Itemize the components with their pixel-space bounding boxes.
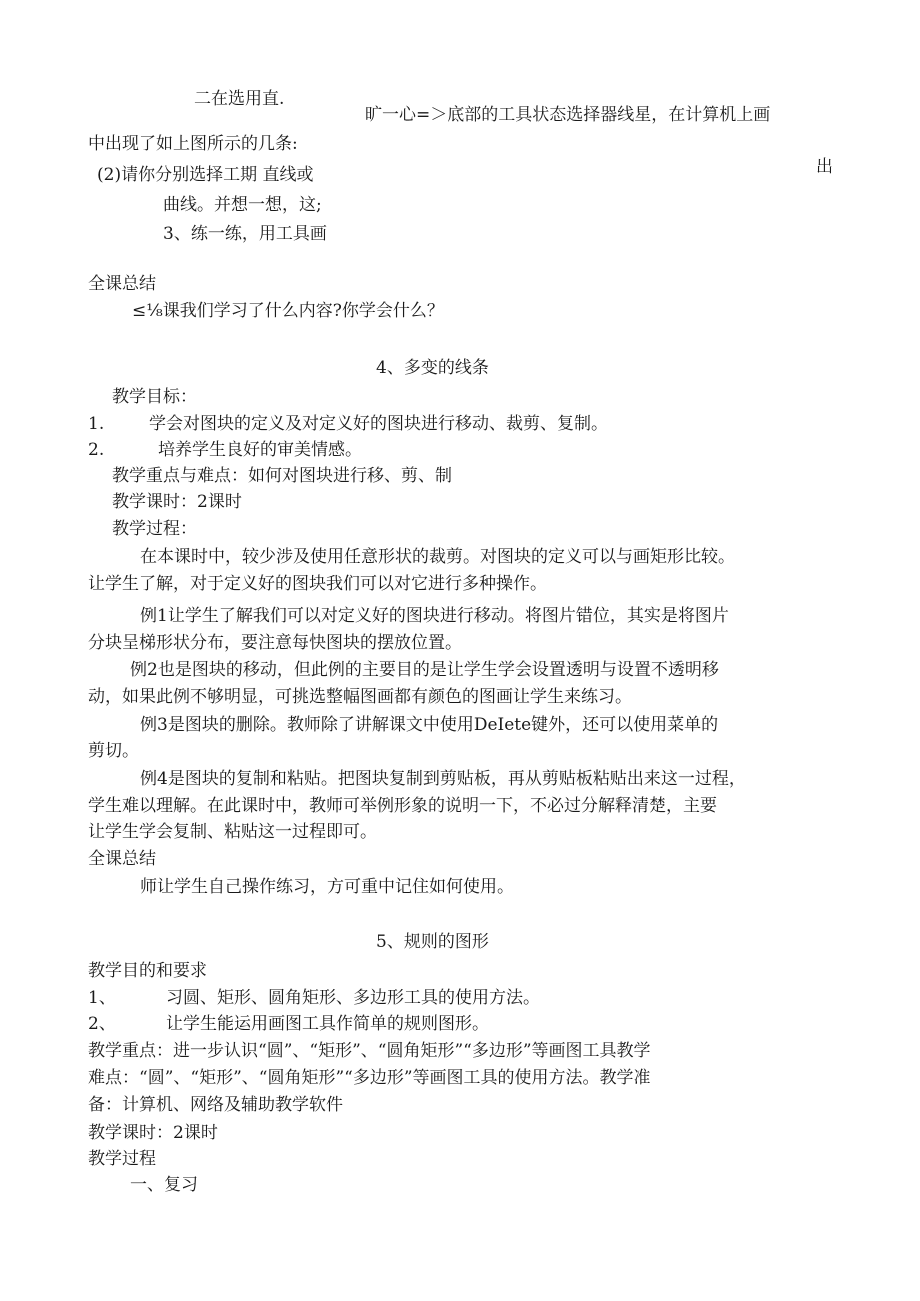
summary-heading: 全课总结 xyxy=(88,274,156,294)
goal-number: 2. xyxy=(88,440,105,460)
key-points-line: 备：计算机、网络及辅助教学软件 xyxy=(88,1095,343,1115)
summary-heading: 全课总结 xyxy=(88,849,156,869)
process-step: 一、复习 xyxy=(130,1175,198,1195)
paragraph-line: 分块呈梯形状分布，要注意每快图块的摆放位置。 xyxy=(88,633,462,653)
goal-text: 培养学生良好的审美情感。 xyxy=(158,440,362,460)
paragraph-line: 例4是图块的复制和粘贴。把图块复制到剪贴板，再从剪贴板粘贴出来这一过程， xyxy=(140,769,746,789)
paragraph-line: 让学生了解，对于定义好的图块我们可以对它进行多种操作。 xyxy=(88,574,547,594)
section-title: 5、规则的图形 xyxy=(376,932,489,952)
requirement-number: 2、 xyxy=(88,1014,116,1034)
paragraph-line: 例1让学生了解我们可以对定义好的图块进行移动。将图片错位，其实是将图片 xyxy=(140,606,729,626)
requirements-label: 教学目的和要求 xyxy=(88,961,207,981)
goal-text: 学会对图块的定义及对定义好的图块进行移动、裁剪、复制。 xyxy=(149,414,608,434)
fragment-line: 中出现了如上图所示的几条: xyxy=(88,134,298,154)
process-label: 教学过程： xyxy=(112,519,197,539)
fragment-line: (2)请你分别选择工期 直线或 xyxy=(97,165,314,185)
process-label: 教学过程 xyxy=(88,1149,156,1169)
fragment-line: 二在选用直. xyxy=(194,89,285,109)
key-points-line: 教学重点：进一步认识“圆”、“矩形”、“圆角矩形”“多边形”等画图工具教学 xyxy=(88,1041,651,1061)
fragment-line: 曲线。并想一想，这; xyxy=(163,195,322,215)
goals-label: 教学目标： xyxy=(112,387,197,407)
paragraph-line: 让学生学会复制、粘贴这一过程即可。 xyxy=(88,822,377,842)
section-title: 4、多变的线条 xyxy=(376,358,489,378)
class-hours: 教学课时：2课时 xyxy=(88,1123,218,1143)
paragraph-line: 动，如果此例不够明显，可挑选整幅图画都有颜色的图画让学生来练习。 xyxy=(88,687,632,707)
fragment-line: 旷一心=＞底部的工具状态选择器线星，在计算机上画 xyxy=(365,105,771,125)
paragraph-line: 在本课时中，较少涉及使用任意形状的裁剪。对图块的定义可以与画矩形比较。 xyxy=(140,547,735,567)
key-points: 教学重点与难点：如何对图块进行移、剪、制 xyxy=(112,466,452,486)
paragraph-line: 学生难以理解。在此课时中，教师可举例形象的说明一下，不必过分解释清楚，主要 xyxy=(88,796,717,816)
key-points-line: 难点：“圆”、“矩形”、“圆角矩形”“多边形”等画图工具的使用方法。教学准 xyxy=(88,1068,651,1088)
paragraph-line: 例3是图块的删除。教师除了讲解课文中使用DeIete键外，还可以使用菜单的 xyxy=(140,715,719,735)
goal-number: 1. xyxy=(88,414,105,434)
fragment-line: 3、练一练，用工具画 xyxy=(163,224,327,244)
summary-text: ≤⅛课我们学习了什么内容?你学会什么？ xyxy=(132,301,444,321)
requirement-text: 习圆、矩形、圆角矩形、多边形工具的使用方法。 xyxy=(166,988,540,1008)
paragraph-line: 例2也是图块的移动，但此例的主要目的是让学生学会设置透明与设置不透明移 xyxy=(130,660,719,680)
paragraph-line: 剪切。 xyxy=(88,741,139,761)
summary-text: 师让学生自己操作练习，方可重中记住如何使用。 xyxy=(140,877,514,897)
fragment-line: 出 xyxy=(816,157,833,177)
requirement-text: 让学生能运用画图工具作简单的规则图形。 xyxy=(166,1014,489,1034)
requirement-number: 1、 xyxy=(88,988,116,1008)
class-hours: 教学课时：2课时 xyxy=(112,492,242,512)
